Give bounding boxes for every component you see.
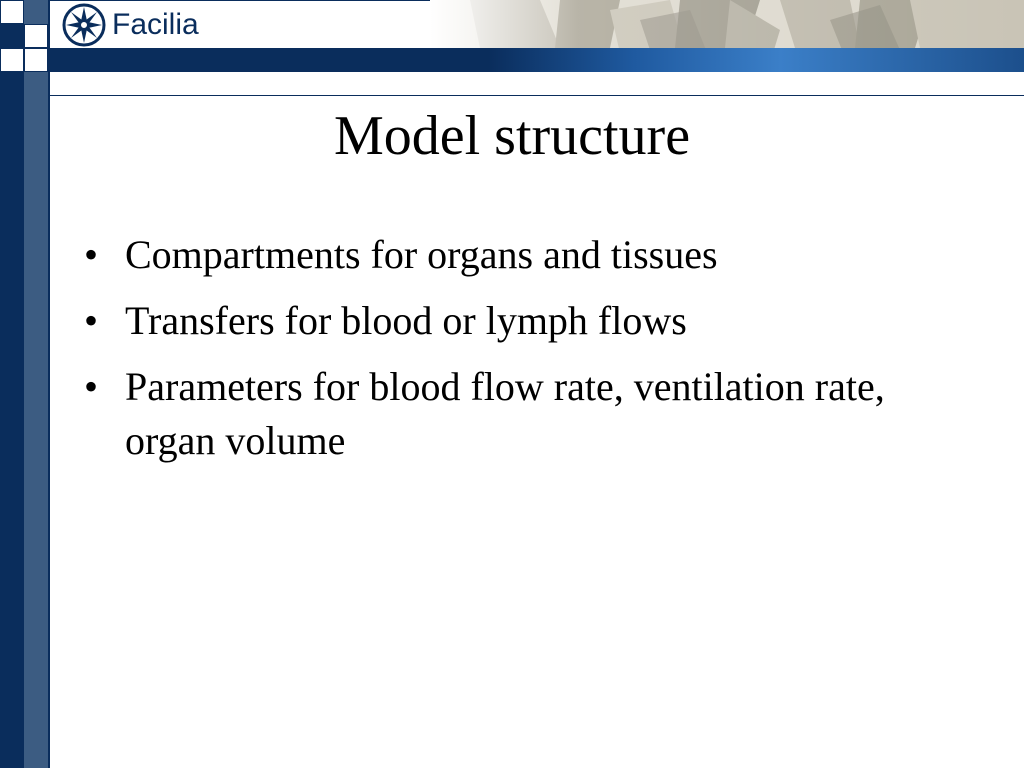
slide-title: Model structure	[333, 105, 691, 167]
header-navy-bar	[50, 48, 1024, 72]
bullet-text: Parameters for blood flow rate, ventilation rate, organ volume	[125, 364, 885, 463]
corner-square	[0, 0, 24, 24]
bullet-list	[84, 228, 964, 480]
bullet-item	[84, 360, 964, 468]
left-stripe-dark	[0, 0, 24, 768]
corner-square	[24, 48, 48, 72]
bullet-text: Compartments for organs and tissues	[125, 232, 718, 277]
bullet-item	[84, 294, 964, 348]
bullet-glyph: •	[84, 298, 99, 343]
bullet-item	[84, 228, 964, 282]
bullet-glyph: •	[84, 364, 99, 409]
corner-square	[0, 48, 24, 72]
logo-text: Facilia	[112, 8, 199, 41]
bullet-text: Transfers for blood or lymph flows	[125, 298, 687, 343]
bullet-glyph: •	[84, 232, 99, 277]
facilia-logo	[62, 3, 199, 47]
facilia-star-icon	[62, 3, 106, 47]
corner-square	[24, 24, 48, 48]
header-under-band	[50, 72, 1024, 96]
left-stripe-mid	[24, 0, 48, 768]
